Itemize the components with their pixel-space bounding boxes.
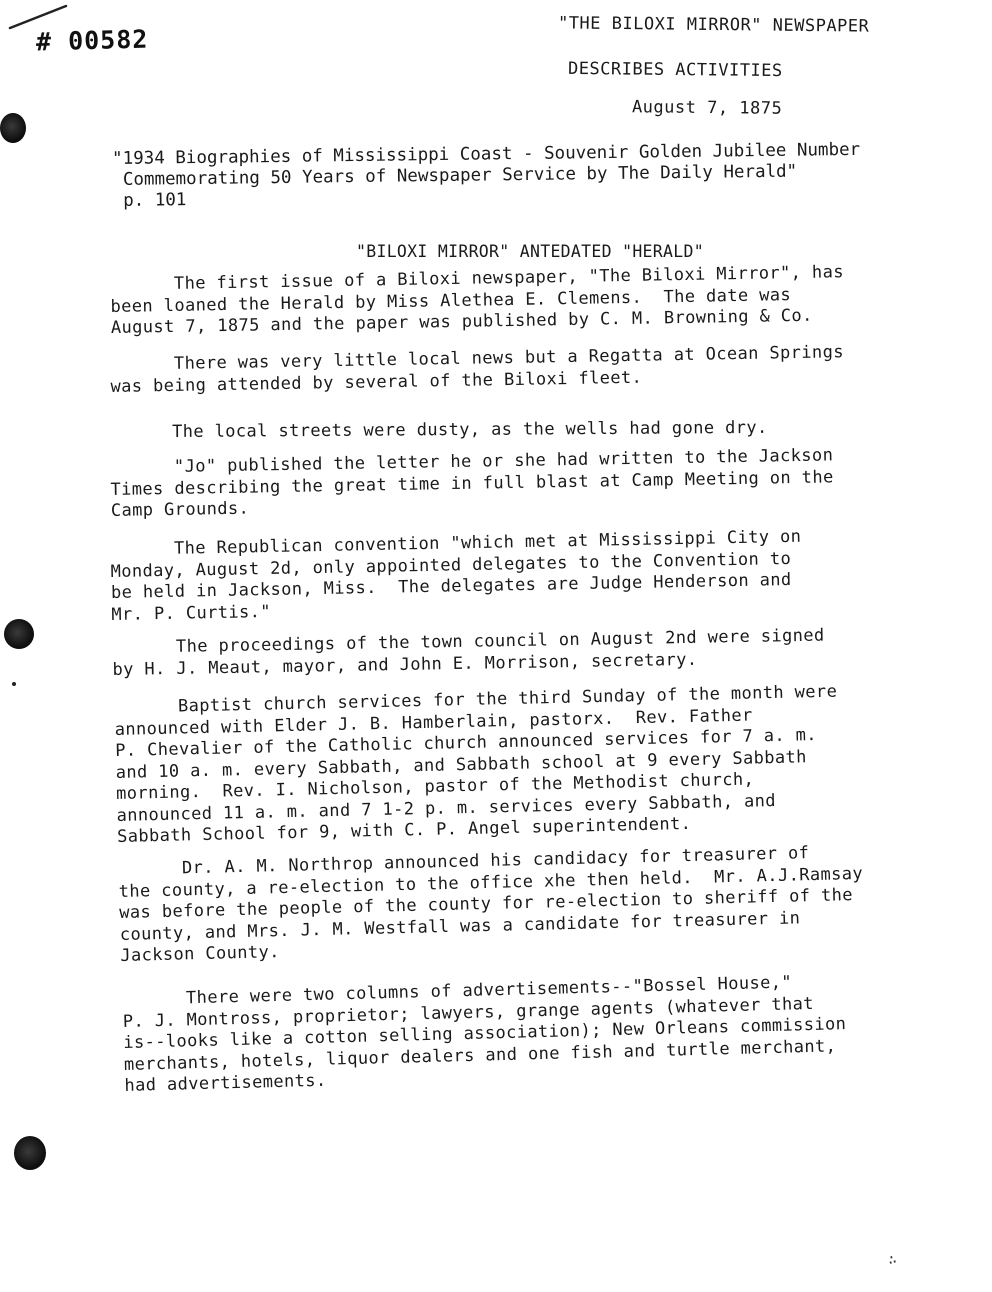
header-subtitle: DESCRIBES ACTIVITIES [567,58,783,82]
source-line-2: Commemorating 50 Years of Newspaper Service by The Daily Herald" [112,161,798,190]
paragraph-church-services: Baptist church services for the third Sunday of the month were announced with Elder J. B. Hamberlain, pastorx. Rev. Father P. Chevalier of the Catholic church announced services for 7 a. m. and 10 a. m. every Sabbath, and Sabbath school at 9 every Sabbath morning. Rev. I. Nicholson, pastor of the Methodist church, announced 11 a. m. and 7 1-2 p. m. services every Sabbath, and Sabbath School for 9, with C. P. Angel superintendent. [114,681,838,847]
corner-scribble-mark: ∴ [886,1251,899,1269]
source-citation [112,140,861,212]
paragraph-jo-letter: "Jo" published the letter he or she had written to the Jackson Times describing the great time in full blast at Camp Meeting on the Camp Grounds. [110,445,834,521]
header-date: August 7, 1875 [631,97,783,119]
source-line-3: p. 101 [112,190,187,211]
paragraph-candidacy: Dr. A. M. Northrop announced his candidacy for treasurer of the county, a re-election to the office xhe then held. Mr. A.J.Ramsay was before the people of the county for re-election to sheriff of the county, and Mrs. J. M. Westfall was a candidate for treasurer in Jackson County. [118,843,864,966]
punch-hole-top [0,113,26,143]
speck-mark [12,682,16,686]
paragraph-streets: The local streets were dusty, as the wells had gone dry. [172,417,768,442]
punch-hole-bottom [14,1136,46,1170]
handwritten-document-id: # 00582 [35,24,149,57]
paragraph-town-council: The proceedings of the town council on August 2nd were signed by H. J. Meaut, mayor, and John E. Morrison, secretary. [112,625,825,680]
paragraph-first-issue: The first issue of a Biloxi newspaper, "The Biloxi Mirror", has been loaned the Herald by Miss Alethea E. Clemens. The date was August 7, 1875 and the paper was published by C. M. Browning & Co. [110,262,845,338]
paragraph-advertisements: There were two columns of advertisements--"Bossel House," P. J. Montross, proprietor; lawyers, grange agents (whatever that is--looks like a cotton selling association); New Orleans commission merchants, hotels, liquor dealers and one fish and turtle merchant, had advertisements. [122,972,847,1096]
punch-hole-middle [4,619,34,649]
source-line-1: "1934 Biographies of Mississippi Coast - Souvenir Golden Jubilee Number [112,139,861,169]
paragraph-regatta: There was very little local news but a Regatta at Ocean Springs was being attended by several of the Biloxi fleet. [110,342,845,397]
article-title: "BILOXI MIRROR" ANTEDATED "HERALD" [356,242,704,261]
paragraph-republican-convention: The Republican convention "which met at Mississippi City on Monday, August 2d, only appointed delegates to the Convention to be held in Jackson, Miss. The delegates are Judge Henderson and Mr. P. Curtis." [110,526,802,625]
header-title: "THE BILOXI MIRROR" NEWSPAPER [557,13,870,37]
